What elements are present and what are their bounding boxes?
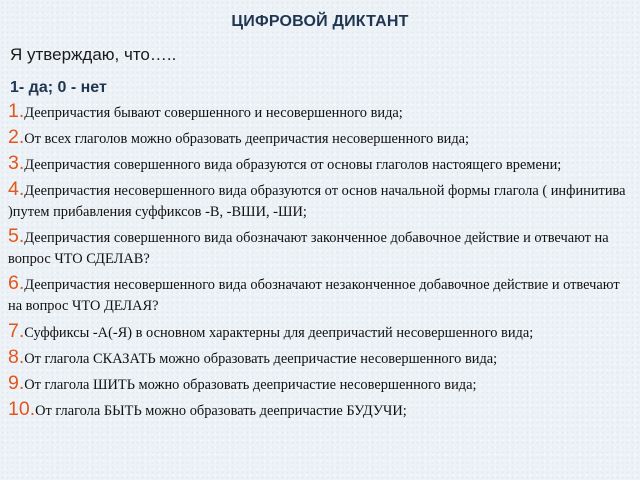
statement-number: 5.: [8, 225, 25, 248]
statement-item: [8, 226, 632, 270]
statement-text: От глагола СКАЗАТЬ можно образовать деепричастие несовершенного вида;: [24, 350, 498, 367]
statement-number: 6.: [8, 272, 25, 295]
statement-item: [8, 153, 632, 176]
answer-legend: 1- да; 0 - нет: [10, 79, 107, 96]
statement-text: Деепричастия несовершенного вида обозначают незаконченное добавочное действие и отвечают на вопрос ЧТО ДЕЛАЯ?: [8, 277, 620, 315]
statement-item: [8, 127, 632, 150]
statement-item: [8, 399, 632, 422]
intro-text: Я утверждаю, что…..: [10, 45, 177, 64]
statement-text: От глагола ШИТЬ можно образовать деепричастие несовершенного вида;: [24, 376, 477, 393]
statement-text: От глагола БЫТЬ можно образовать деепричастие БУДУЧИ;: [35, 402, 407, 419]
statement-item: [8, 179, 632, 223]
statement-text: Деепричастия бывают совершенного и несовершенного вида;: [24, 105, 403, 121]
statement-item: [8, 347, 632, 370]
statement-number: 3.: [8, 152, 25, 175]
statement-text: Деепричастия совершенного вида обозначают законченное добавочное действие и отвечают на вопрос ЧТО СДЕЛАВ?: [8, 230, 609, 268]
statement-text: От всех глаголов можно образовать деепричастия несовершенного вида;: [24, 131, 470, 148]
statement-number: 1.: [8, 100, 25, 122]
statement-number: 4.: [8, 178, 25, 201]
statement-number: 7.: [8, 319, 25, 342]
statement-text: Деепричастия совершенного вида образуются от основы глаголов настоящего времени;: [24, 157, 562, 174]
statement-number: 10.: [8, 397, 36, 420]
statement-text: Деепричастия несовершенного вида образуются от основ начальной формы глагола ( инфинитива )путем прибавления суффиксов -В, -ВШИ, -ШИ;: [8, 183, 626, 221]
statement-number: 9.: [8, 371, 25, 394]
slide-title: ЦИФРОВОЙ ДИКТАНТ: [231, 13, 409, 30]
statement-item: [8, 273, 632, 317]
statement-item: [8, 373, 632, 396]
statement-number: 8.: [8, 345, 25, 368]
statements-list: [8, 101, 632, 425]
statement-number: 2.: [8, 126, 25, 149]
statement-item: [8, 321, 632, 344]
statement-text: Суффиксы -А(-Я) в основном характерны для деепричастий несовершенного вида;: [24, 324, 534, 341]
statement-item: [8, 101, 632, 124]
